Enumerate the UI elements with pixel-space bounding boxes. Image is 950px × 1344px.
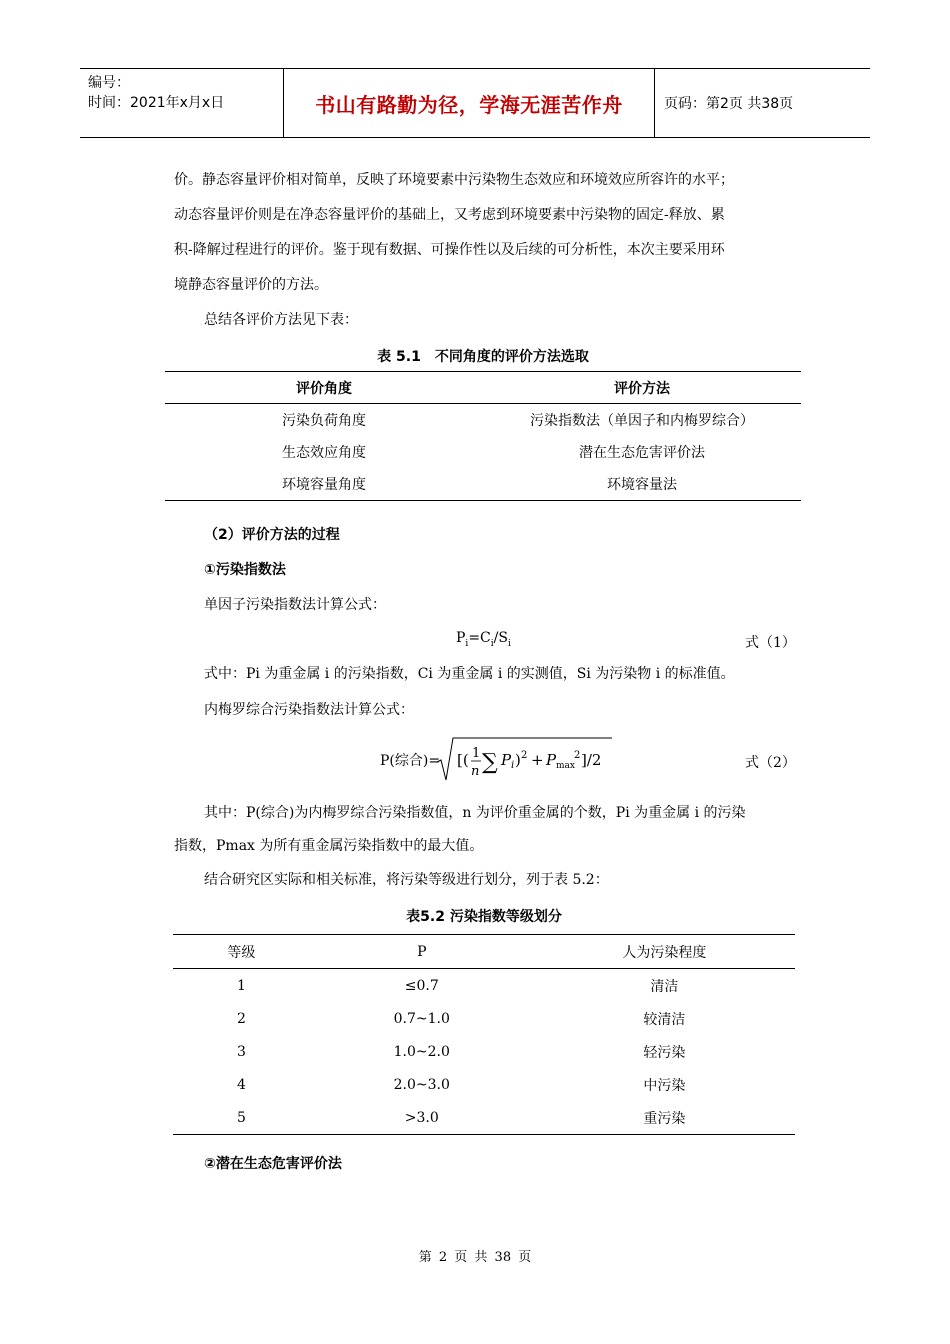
table-cell: 轻污染 xyxy=(643,1044,686,1061)
header-page-label: 页码：第2页 共38页 xyxy=(664,96,794,112)
svg-text:]/2: ]/2 xyxy=(581,751,602,769)
table-cell: 2.0~3.0 xyxy=(393,1076,450,1093)
table-cell: 4 xyxy=(236,1076,246,1093)
table2-caption: 表5.2 污染指数等级划分 xyxy=(406,909,562,925)
table1-header-angle: 评价角度 xyxy=(165,372,483,404)
table-cell: 生态效应角度 xyxy=(282,445,366,461)
table-row xyxy=(165,436,801,468)
table-evaluation-methods xyxy=(165,371,801,501)
equation-1-render: $P_i=C_i/S_i$ xyxy=(456,630,511,649)
table-row xyxy=(173,1002,795,1035)
table-cell: 1 xyxy=(236,977,246,994)
svg-text:∑: ∑ xyxy=(482,750,498,775)
table-cell: 0.7~1.0 xyxy=(393,1010,450,1027)
table-header-row xyxy=(173,935,795,969)
svg-text:n: n xyxy=(471,764,480,779)
table-cell: 污染指数法（单因子和内梅罗综合） xyxy=(530,413,754,429)
table-cell: 3 xyxy=(236,1043,246,1060)
page-footer: 第 2 页 共 38 页 xyxy=(418,1250,532,1265)
nemerow-intro: 内梅罗综合污染指数法计算公式： xyxy=(204,702,414,718)
table2-header-degree: 人为污染程度 xyxy=(534,935,795,969)
svg-text:[(: [( xyxy=(457,751,469,769)
svg-text:): ) xyxy=(515,751,521,769)
number-label: 编号： xyxy=(88,75,130,91)
svg-text:2: 2 xyxy=(574,750,581,761)
table2-header-p: P xyxy=(310,935,534,969)
table-cell: 较清洁 xyxy=(643,1011,686,1028)
sub1-heading: ①污染指数法 xyxy=(204,562,286,578)
svg-text:P: P xyxy=(546,751,557,769)
table-cell: 中污染 xyxy=(643,1077,686,1094)
table1-header-method: 评价方法 xyxy=(483,372,801,404)
para3: 结合研究区实际和相关标准，将污染等级进行划分，列于表 5.2： xyxy=(204,872,609,888)
header-motto: 书山有路勤为径，学海无涯苦作舟 xyxy=(283,69,655,137)
table-cell: 环境容量角度 xyxy=(282,477,366,493)
eq2-explain-line2: 指数，Pmax 为所有重金属污染指数中的最大值。 xyxy=(174,838,484,854)
equation-1 xyxy=(456,630,511,649)
date-label: 时间：2021年x月x日 xyxy=(88,95,225,111)
sub2-heading: ②潜在生态危害评价法 xyxy=(204,1156,342,1172)
para1-line1: 价。静态容量评价相对简单，反映了环境要素中污染物生态效应和环境效应所容许的水平； xyxy=(174,172,734,188)
table2-header-grade: 等级 xyxy=(173,935,310,969)
table-cell: >3.0 xyxy=(404,1109,439,1126)
para1-line2: 动态容量评价则是在净态容量评价的基础上，又考虑到环境要素中污染物的固定-释放、累 xyxy=(174,207,725,223)
table-row xyxy=(165,404,801,437)
svg-text:2: 2 xyxy=(521,750,528,761)
table-header-row xyxy=(165,372,801,404)
table-row xyxy=(173,1068,795,1101)
para1-line3: 积-降解过程进行的评价。鉴于现有数据、可操作性以及后续的可分析性，本次主要采用环 xyxy=(174,242,725,258)
table-cell: 污染负荷角度 xyxy=(282,413,366,429)
table-row xyxy=(173,1101,795,1135)
table-row xyxy=(165,468,801,501)
svg-text:+: + xyxy=(531,751,544,769)
equation-1-number: 式（1） xyxy=(745,635,796,651)
table1-caption: 表 5.1 不同角度的评价方法选取 xyxy=(377,349,589,365)
para2: 总结各评价方法见下表： xyxy=(204,312,358,328)
svg-text:1: 1 xyxy=(472,746,481,761)
section2-heading: （2）评价方法的过程 xyxy=(204,527,340,543)
table-cell: 1.0~2.0 xyxy=(393,1043,450,1060)
para1-line4: 境静态容量评价的方法。 xyxy=(174,277,328,293)
table-row xyxy=(173,969,795,1003)
table-row xyxy=(173,1035,795,1068)
header-meta xyxy=(80,69,283,137)
svg-text:P: P xyxy=(501,751,512,769)
table-cell: 重污染 xyxy=(643,1110,686,1127)
table-cell: 2 xyxy=(236,1010,246,1027)
table-cell: ≤0.7 xyxy=(404,977,439,994)
equation-2-lhs: P(综合)= xyxy=(380,753,441,769)
single-factor-intro: 单因子污染指数法计算公式： xyxy=(204,597,386,613)
table-cell: 环境容量法 xyxy=(607,477,677,493)
page-header xyxy=(80,68,870,138)
svg-text:max: max xyxy=(556,761,575,771)
equation-2-number: 式（2） xyxy=(745,755,796,771)
table-cell: 5 xyxy=(236,1109,246,1126)
eq1-explain: 式中：Pi 为重金属 i 的污染指数，Ci 为重金属 i 的实测值，Si 为污染物 i 的标准值。 xyxy=(204,666,735,682)
svg-text:i: i xyxy=(511,760,515,771)
table-cell: 潜在生态危害评价法 xyxy=(579,445,705,461)
equation-2-render xyxy=(380,736,630,784)
table-cell: 清洁 xyxy=(650,978,679,995)
equation-2 xyxy=(380,736,630,784)
eq2-explain-line1: 其中：P(综合)为内梅罗综合污染指数值，n 为评价重金属的个数，Pi 为重金属 i 的污染 xyxy=(204,805,746,821)
table-pollution-grades xyxy=(173,934,795,1135)
